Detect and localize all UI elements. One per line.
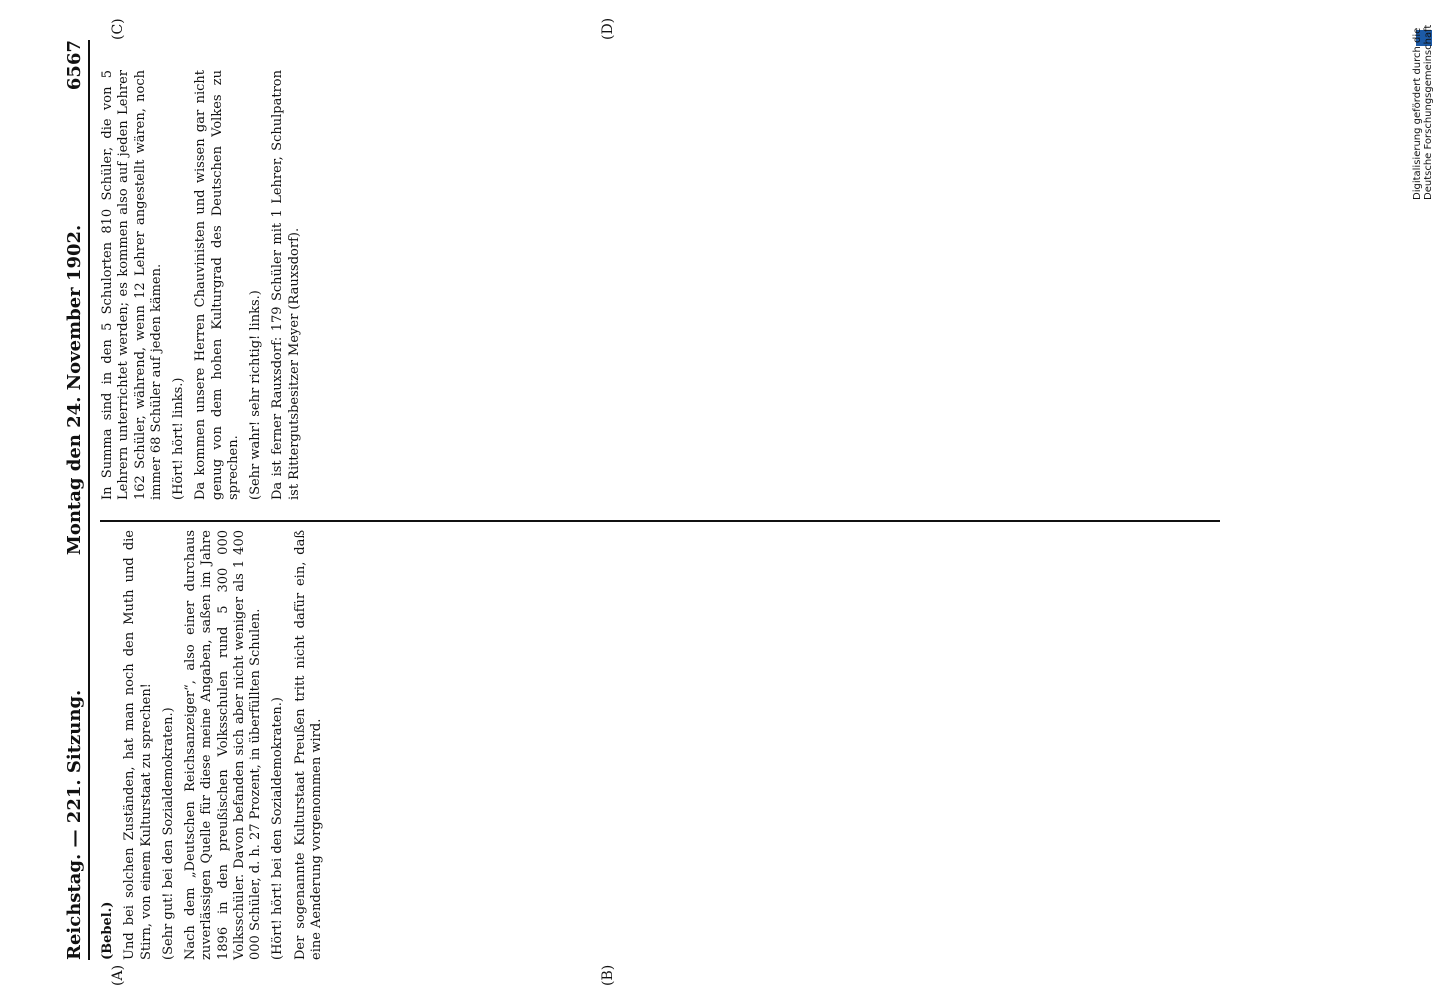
paragraph: In Summa sind in den 5 Schulorten 810 Schüler, die von 5 Lehrern unterrichtet werden; es kommen also auf jeden Lehrer 162 Schüler, während, wenn 12 Lehrer angestellt wären, noch immer 68 Schüler auf jeden kämen.: [100, 70, 164, 500]
paragraph: (Sehr gut! bei den Sozialdemokraten.): [160, 707, 176, 960]
speaker-name: (Bebel.): [100, 901, 115, 960]
column-divider: [100, 520, 1220, 522]
paragraph: (Sehr wahr! sehr richtig! links.): [248, 290, 263, 500]
page-header: [60, 40, 90, 960]
left-column: [100, 530, 1220, 960]
paragraph: Da kommen unsere Herren Chauvinisten und wissen gar nicht genug von dem hohen Kulturgrad des Deutschen Volkes zu sprechen.: [193, 70, 241, 500]
header-center: Montag den 24. November 1902.: [63, 224, 85, 556]
right-column: [100, 70, 1220, 500]
dfg-text: Digitalisierung gefördert durch die Deutsche Forschungsgemeinschaft: [1412, 24, 1434, 200]
margin-d: (D): [600, 17, 616, 40]
margin-a: (A): [110, 964, 126, 986]
header-left: Reichstag. — 221. Sitzung.: [63, 689, 85, 960]
paragraph: Und bei solchen Zuständen, hat man noch den Muth und die Stirn, von einem Kulturstaat zu sprechen!: [122, 530, 154, 960]
page-number: 6567: [63, 40, 85, 91]
paragraph: Da ist ferner Rauxsdorf: 179 Schüler mit 1 Lehrer, Schulpatron ist Rittergutsbesitzer Meyer (Rauxsdorf).: [270, 70, 302, 500]
paragraph: Nach dem „Deutschen Reichsanzeiger“, also einer durchaus zuverlässigen Quelle für diese meine Angaben, saßen im Jahre 1896 in den preußischen Volksschulen rund 5 300 000 Volksschüler. Davon befanden sich aber nicht weniger als 1 400 000 Schüler, d. h. 27 Prozent, in überfüllten Schulen.: [183, 530, 263, 960]
paragraph: (Hört! hört! bei den Sozialdemokraten.): [270, 696, 286, 960]
paragraph: (Hört! hört! links.): [171, 377, 186, 500]
dfg-watermark: [1414, 20, 1434, 200]
margin-b: (B): [600, 964, 616, 986]
paragraph: Der sogenannte Kulturstaat Preußen tritt nicht dafür ein, daß eine Aenderung vorgenommen wird.: [292, 530, 324, 960]
margin-c: (C): [110, 18, 126, 40]
